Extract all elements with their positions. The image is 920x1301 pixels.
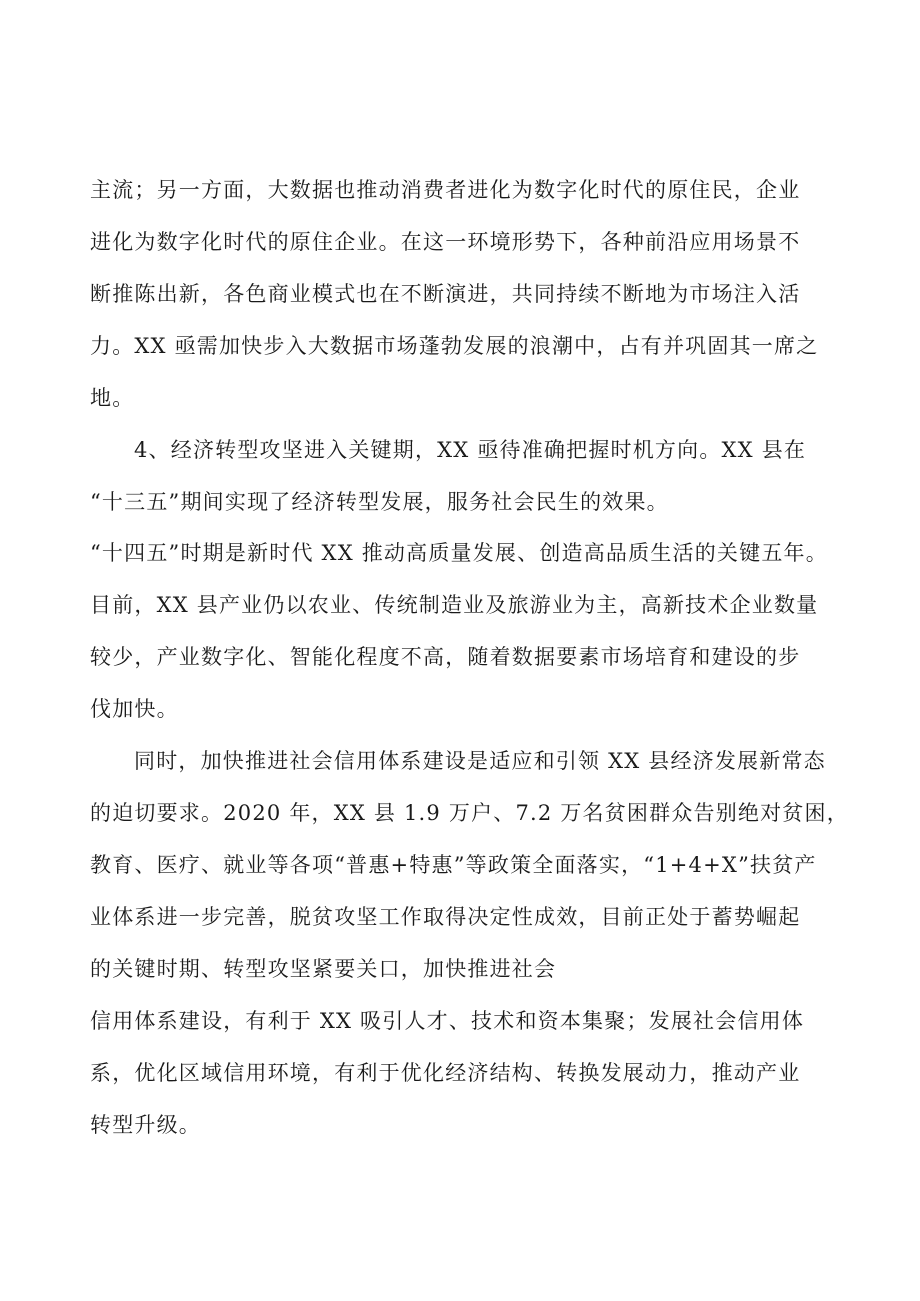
text-line: 较少，产业数字化、智能化程度不高，随着数据要素市场培育和建设的步	[90, 645, 801, 669]
text-line: 伐加快。	[90, 697, 179, 721]
text-line: 信用体系建设，有利于 XX 吸引人才、技术和资本集聚；发展社会信用体	[90, 1009, 805, 1033]
text-line: 主流；另一方面，大数据也推动消费者进化为数字化时代的原住民，企业	[90, 178, 801, 202]
text-line: “十三五”期间实现了经济转型发展，服务社会民生的效果。	[90, 490, 669, 514]
text-line: 教育、医疗、就业等各项“普惠+特惠”等政策全面落实，“1+4+X”扶贫产	[90, 853, 817, 877]
text-line: 目前，XX 县产业仍以农业、传统制造业及旅游业为主，高新技术企业数量	[90, 593, 819, 617]
text-line: 4、经济转型攻坚进入关键期，XX 亟待准确把握时机方向。XX 县在	[134, 438, 807, 462]
text-line: 地。	[90, 386, 135, 410]
text-line: 业体系进一步完善，脱贫攻坚工作取得决定性成效，目前正处于蓄势崛起	[90, 905, 801, 929]
text-line: “十四五”时期是新时代 XX 推动高质量发展、创造高品质生活的关键五年。	[90, 541, 828, 565]
text-line: 力。XX 亟需加快步入大数据市场蓬勃发展的浪潮中，占有并巩固其一席之	[90, 334, 819, 358]
text-line: 转型升级。	[90, 1113, 201, 1137]
text-line: 同时，加快推进社会信用体系建设是适应和引领 XX 县经济发展新常态	[134, 749, 826, 773]
text-line: 系，优化区域信用环境，有利于优化经济结构、转换发展动力，推动产业	[90, 1061, 801, 1085]
text-line: 的关键时期、转型攻坚紧要关口，加快推进社会	[90, 957, 557, 981]
text-line: 进化为数字化时代的原住企业。在这一环境形势下，各种前沿应用场景不	[90, 230, 801, 254]
text-line: 的迫切要求。2020 年，XX 县 1.9 万户、7.2 万名贫困群众告别绝对贫困，	[90, 801, 849, 825]
text-line: 断推陈出新，各色商业模式也在不断演进，共同持续不断地为市场注入活	[90, 282, 801, 306]
